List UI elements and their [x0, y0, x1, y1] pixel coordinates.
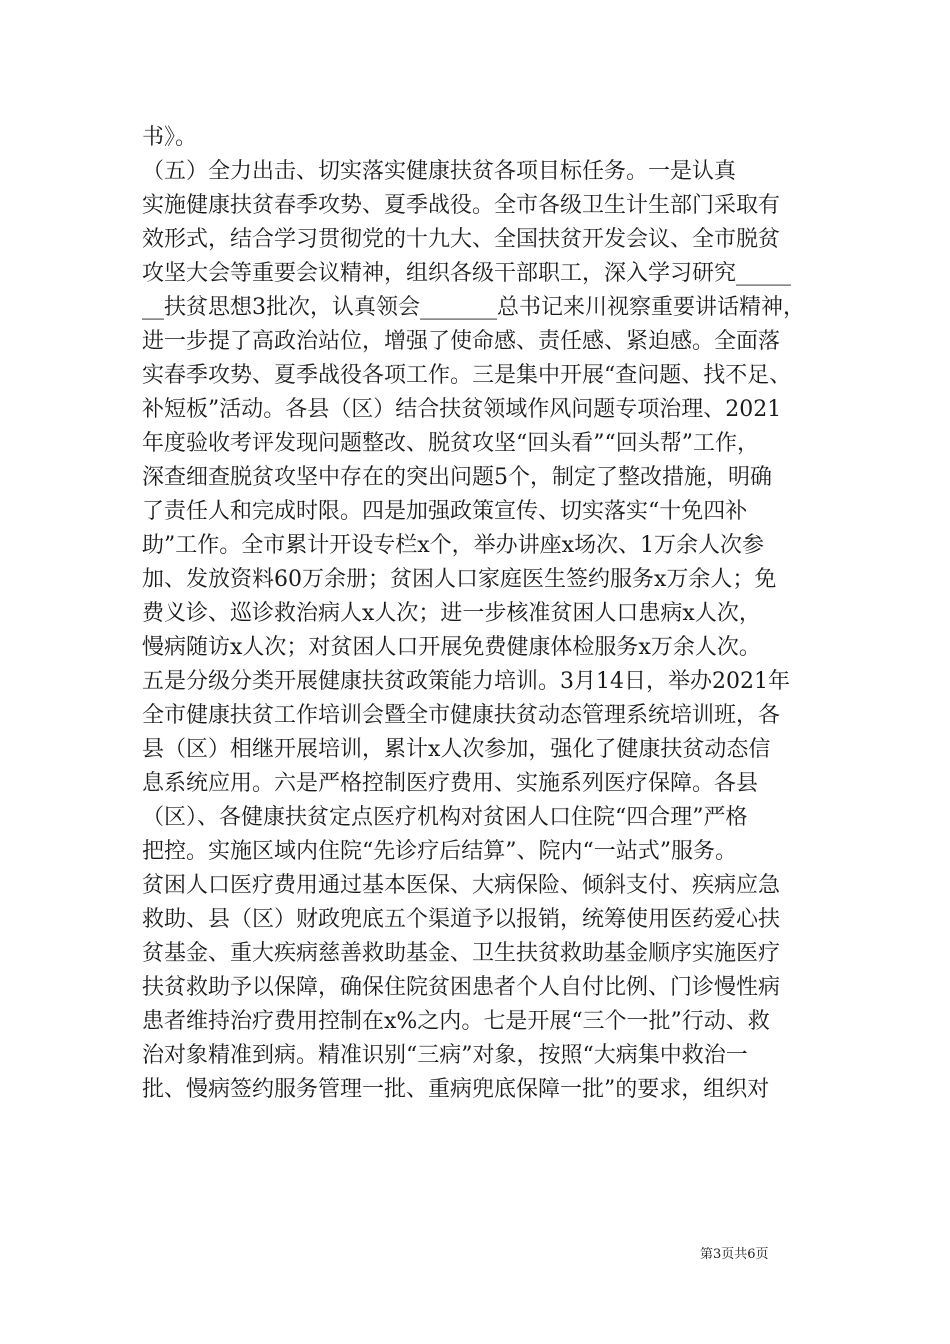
- text-line: 攻坚大会等重要会议精神，组织各级干部职工，深入学习研究_____: [142, 261, 792, 286]
- text-line: 五是分级分类开展健康扶贫政策能力培训。3月14日，举办2021年: [142, 669, 790, 694]
- text-line: 县（区）相继开展培训，累计x人次参加，强化了健康扶贫动态信: [142, 737, 771, 762]
- text-line: （五）全力出击、切实落实健康扶贫各项目标任务。一是认真: [142, 159, 737, 184]
- text-line: 实春季攻势、夏季战役各项工作。三是集中开展“查问题、找不足、: [142, 363, 792, 388]
- text-line: 效形式，结合学习贯彻党的十九大、全国扶贫开发会议、全市脱贫: [142, 227, 781, 252]
- text-line: 全市健康扶贫工作培训会暨全市健康扶贫动态管理系统培训班，各: [142, 703, 781, 728]
- page-number: 第3页共6页: [700, 1247, 769, 1262]
- text-line: 加、发放资料60万余册；贫困人口家庭医生签约服务x万余人；免: [142, 567, 777, 592]
- text-line: 把控。实施区域内住院“先诊疗后结算”、院内“一站式”服务。: [142, 839, 737, 864]
- text-line: 深查细查脱贫攻坚中存在的突出问题5个，制定了整改措施，明确: [142, 465, 772, 490]
- text-line: 费义诊、巡诊救治病人x人次；进一步核准贫困人口患病x人次，: [142, 601, 761, 626]
- text-line: 患者维持治疗费用控制在x%之内。七是开展“三个一批”行动、救: [142, 1009, 770, 1034]
- text-line: 救助、县（区）财政兜底五个渠道予以报销，统筹使用医药爱心扶: [142, 907, 781, 932]
- text-line: 补短板”活动。各县（区）结合扶贫领域作风问题专项治理、2021: [142, 397, 782, 422]
- text-line: （区）、各健康扶贫定点医疗机构对贫困人口住院“四合理”严格: [142, 805, 748, 830]
- text-line: 扶贫救助予以保障，确保住院贫困患者个人自付比例、门诊慢性病: [142, 975, 781, 1000]
- text-line: __扶贫思想3批次，认真领会_______总书记来川视察重要讲话精神，: [142, 295, 805, 320]
- text-line: 慢病随访x人次；对贫困人口开展免费健康体检服务x万余人次。: [142, 635, 761, 660]
- text-line: 助”工作。全市累计开设专栏x个，举办讲座x场次、1万余人次参: [142, 533, 765, 558]
- text-line: 批、慢病签约服务管理一批、重病兜底保障一批”的要求，组织对: [142, 1077, 770, 1102]
- text-line: 年度验收考评发现问题整改、脱贫攻坚“回头看”“回头帮”工作，: [142, 431, 759, 456]
- text-line: 贫基金、重大疾病慈善救助基金、卫生扶贫救助基金顺序实施医疗: [142, 941, 781, 966]
- text-line: 书》。: [142, 125, 198, 150]
- text-line: 进一步提了高政治站位，增强了使命感、责任感、紧迫感。全面落: [142, 329, 781, 354]
- text-line: 息系统应用。六是严格控制医疗费用、实施系列医疗保障。各县: [142, 771, 759, 796]
- text-line: 了责任人和完成时限。四是加强政策宣传、切实落实“十免四补: [142, 499, 748, 524]
- text-line: 贫困人口医疗费用通过基本医保、大病保险、倾斜支付、疾病应急: [142, 873, 781, 898]
- text-line: 治对象精准到病。精准识别“三病”对象，按照“大病集中救治一: [142, 1043, 748, 1068]
- text-line: 实施健康扶贫春季攻势、夏季战役。全市各级卫生计生部门采取有: [142, 193, 781, 218]
